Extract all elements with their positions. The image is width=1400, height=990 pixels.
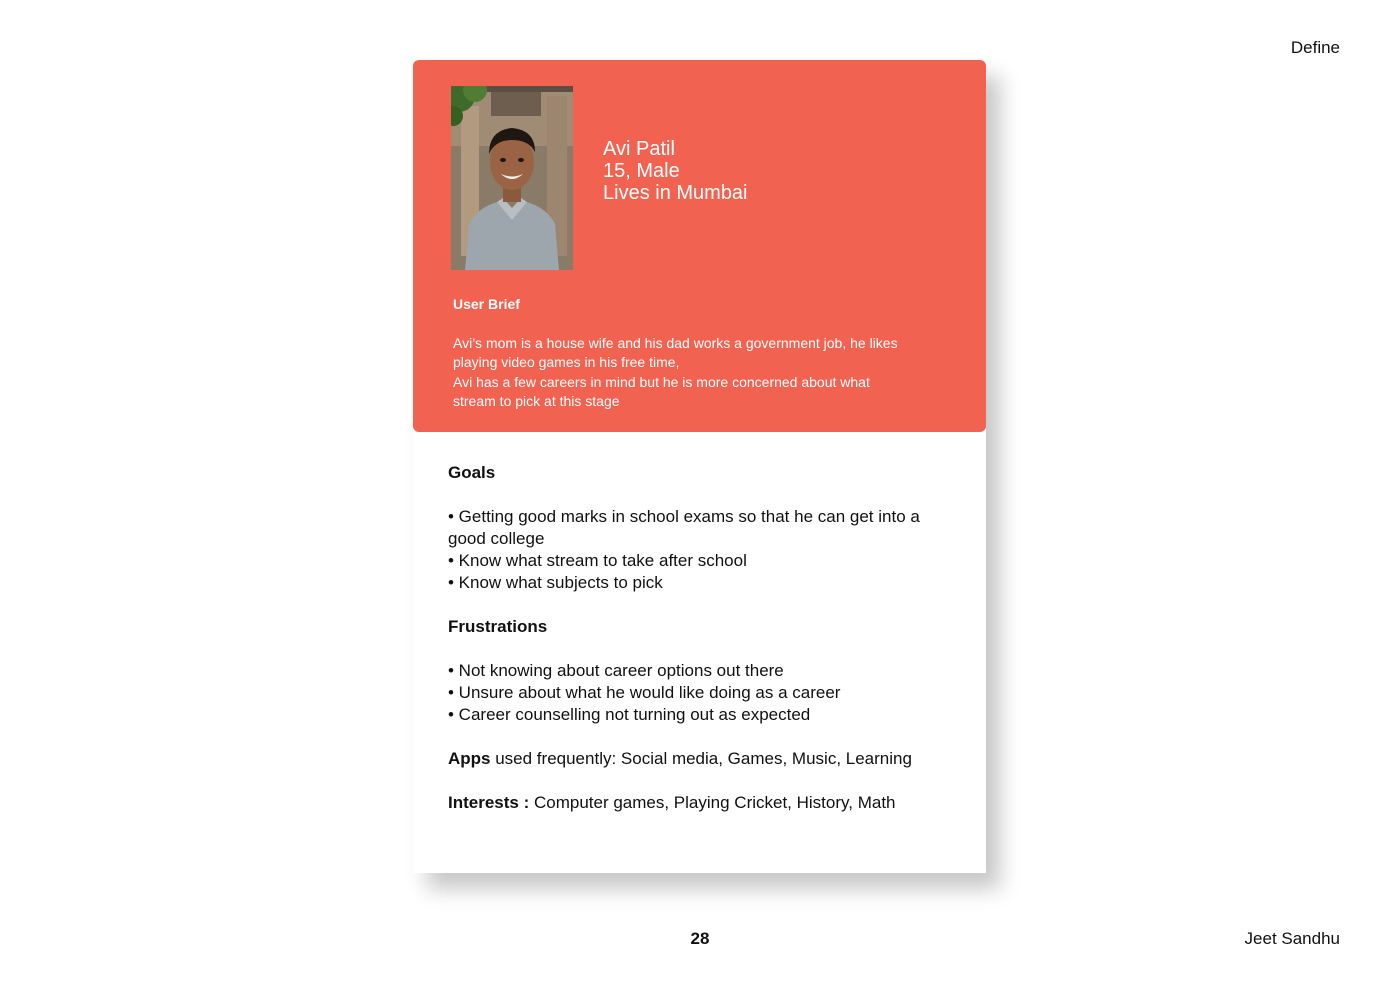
- persona-header: [413, 60, 986, 432]
- brief-line: Avi has a few careers in mind but he is more concerned about what: [453, 373, 870, 390]
- interests-label: Interests :: [448, 793, 530, 812]
- goals-heading: Goals: [448, 463, 496, 482]
- page-number: 28: [690, 929, 710, 948]
- user-brief-heading: User Brief: [453, 296, 520, 312]
- persona-location: Lives in Mumbai: [603, 182, 748, 204]
- persona-card: [413, 60, 986, 873]
- persona-name: Avi Patil: [603, 138, 675, 160]
- frustrations-heading: Frustrations: [448, 617, 548, 636]
- goal-item: • Know what stream to take after school: [448, 551, 747, 570]
- frustration-item: • Unsure about what he would like doing as a career: [448, 683, 841, 702]
- persona-details: [448, 462, 968, 814]
- brief-line: playing video games in his free time,: [453, 354, 680, 371]
- persona-age-gender: 15, Male: [603, 160, 680, 182]
- author-name: Jeet Sandhu: [1244, 929, 1340, 948]
- frustration-item: • Not knowing about career options out there: [448, 661, 784, 680]
- brief-line: stream to pick at this stage: [453, 393, 620, 410]
- persona-photo: [451, 86, 573, 270]
- persona-identity: [603, 138, 748, 204]
- goal-item: • Getting good marks in school exams so that he can get into a: [448, 507, 920, 526]
- section-label: Define: [1290, 38, 1340, 57]
- interests-text: Computer games, Playing Cricket, History, Math: [529, 793, 896, 812]
- goal-item: good college: [448, 529, 545, 548]
- user-brief-text: [453, 334, 943, 412]
- goal-item: • Know what subjects to pick: [448, 573, 663, 592]
- brief-line: Avi’s mom is a house wife and his dad works a government job, he likes: [453, 335, 898, 351]
- interests-line: [448, 792, 968, 814]
- apps-text: used frequently: Social media, Games, Music, Learning: [490, 749, 912, 768]
- apps-line: [448, 748, 968, 770]
- frustration-item: • Career counselling not turning out as expected: [448, 705, 811, 724]
- apps-label: Apps: [448, 749, 491, 768]
